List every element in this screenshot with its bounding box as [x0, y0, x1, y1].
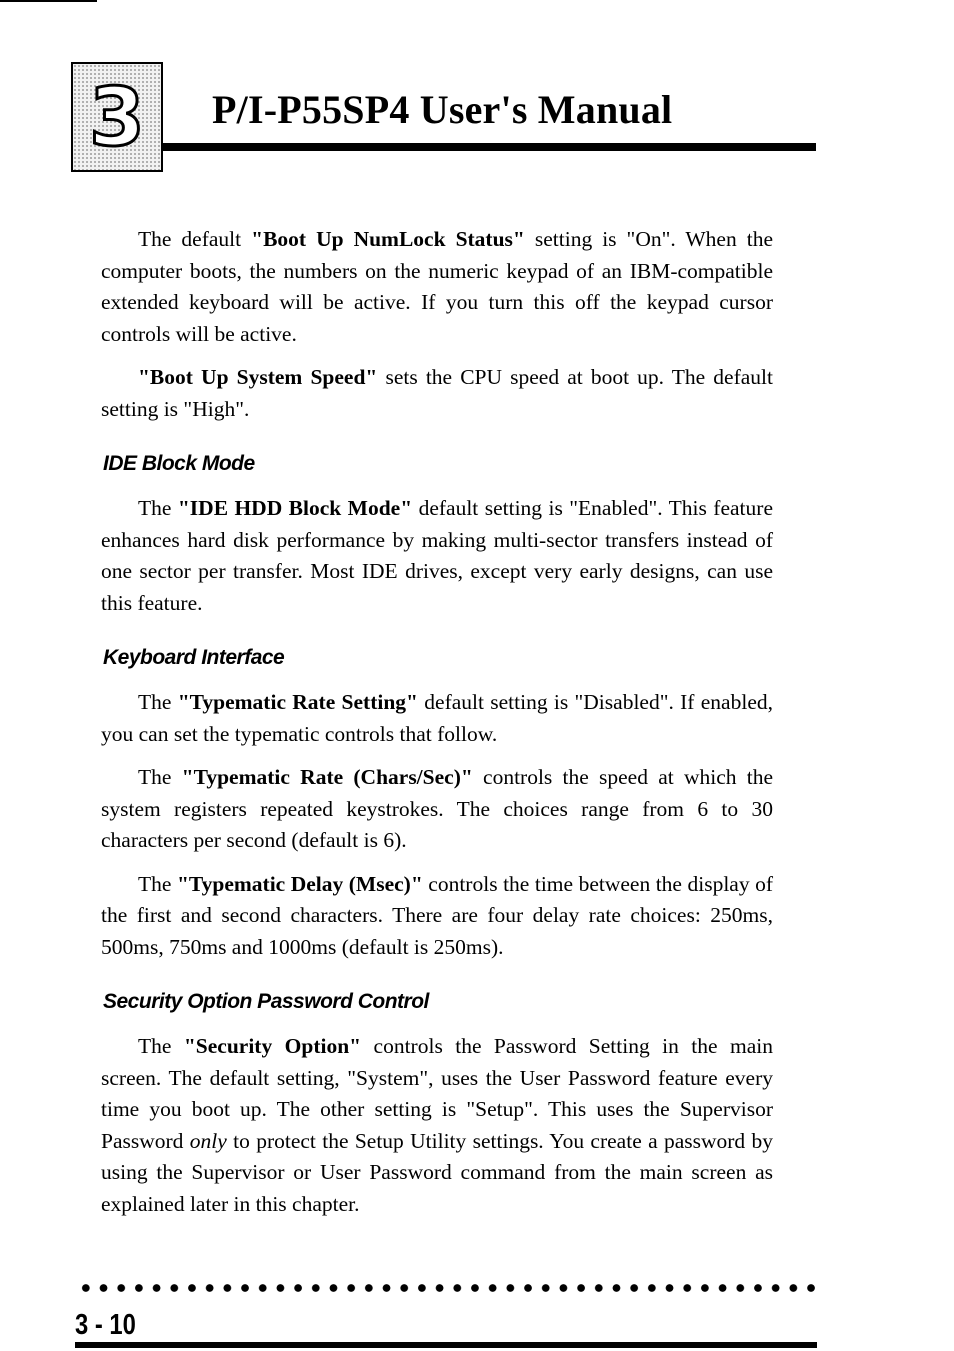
paragraph-system-speed: "Boot Up System Speed" sets the CPU speed at boot up. The default setting is "High".: [101, 365, 773, 421]
paragraph-ide-block-mode: The "IDE HDD Block Mode" default setting is "Enabled". This feature enhances hard disk performance by making multi-sector transfers instead of one sector per transfer. Most IDE drives, except very early designs, can use this feature.: [101, 496, 773, 615]
section-heading-ide-block-mode: IDE Block Mode: [103, 452, 255, 475]
paragraph-security-option: The "Security Option" controls the Password Setting in the main screen. The default setting, "System", uses the User Password feature every time you boot up. The other setting is "Setup". This uses the Supervisor Password only to protect the Setup Utility settings. You create a password by using the Supervisor or User Password command from the main screen as explained later in this chapter.: [101, 1034, 773, 1216]
paragraph-typematic-rate-setting: The "Typematic Rate Setting" default setting is "Disabled". If enabled, you can set the typematic controls that follow.: [101, 690, 773, 746]
header-rule: [163, 143, 816, 151]
setting-name: "Typematic Delay (Msec)": [176, 871, 423, 896]
section-heading-keyboard-interface: Keyboard Interface: [103, 646, 285, 669]
page-number: 3 - 10: [75, 1309, 136, 1341]
chapter-number: 3: [89, 71, 145, 164]
page-title: P/I-P55SP4 User's Manual: [212, 87, 673, 132]
setting-name: "Typematic Rate Setting": [177, 690, 418, 714]
emphasis-only: only: [189, 1128, 227, 1153]
top-rule: [0, 0, 97, 2]
setting-name: "Typematic Rate (Chars/Sec)": [181, 765, 473, 789]
page-content: [101, 224, 773, 1232]
setting-name: "Boot Up NumLock Status": [251, 227, 525, 251]
setting-name: "IDE HDD Block Mode": [177, 496, 413, 520]
paragraph-numlock: The default "Boot Up NumLock Status" setting is "On". When the computer boots, the numbers on the numeric keypad of an IBM-compatible extended keyboard will be active. If you turn this off the keypad cursor controls will be active.: [101, 227, 773, 346]
paragraph-typematic-rate: The "Typematic Rate (Chars/Sec)" controls the speed at which the system registers repeated keystrokes. The choices range from 6 to 30 characters per second (default is 6).: [101, 765, 773, 852]
setting-name: "Security Option": [183, 1034, 362, 1058]
footer-rule: [75, 1342, 817, 1348]
paragraph-typematic-delay: The "Typematic Delay (Msec)" controls the time between the display of the first and second characters. There are four delay rate choices: 250ms, 500ms, 750ms and 1000ms (default is 250ms).: [101, 871, 774, 959]
setting-name: "Boot Up System Speed": [138, 365, 378, 389]
section-heading-security-option: Security Option Password Control: [103, 990, 429, 1013]
chapter-badge: [71, 62, 163, 172]
footer-dot-rule: [77, 1278, 817, 1298]
